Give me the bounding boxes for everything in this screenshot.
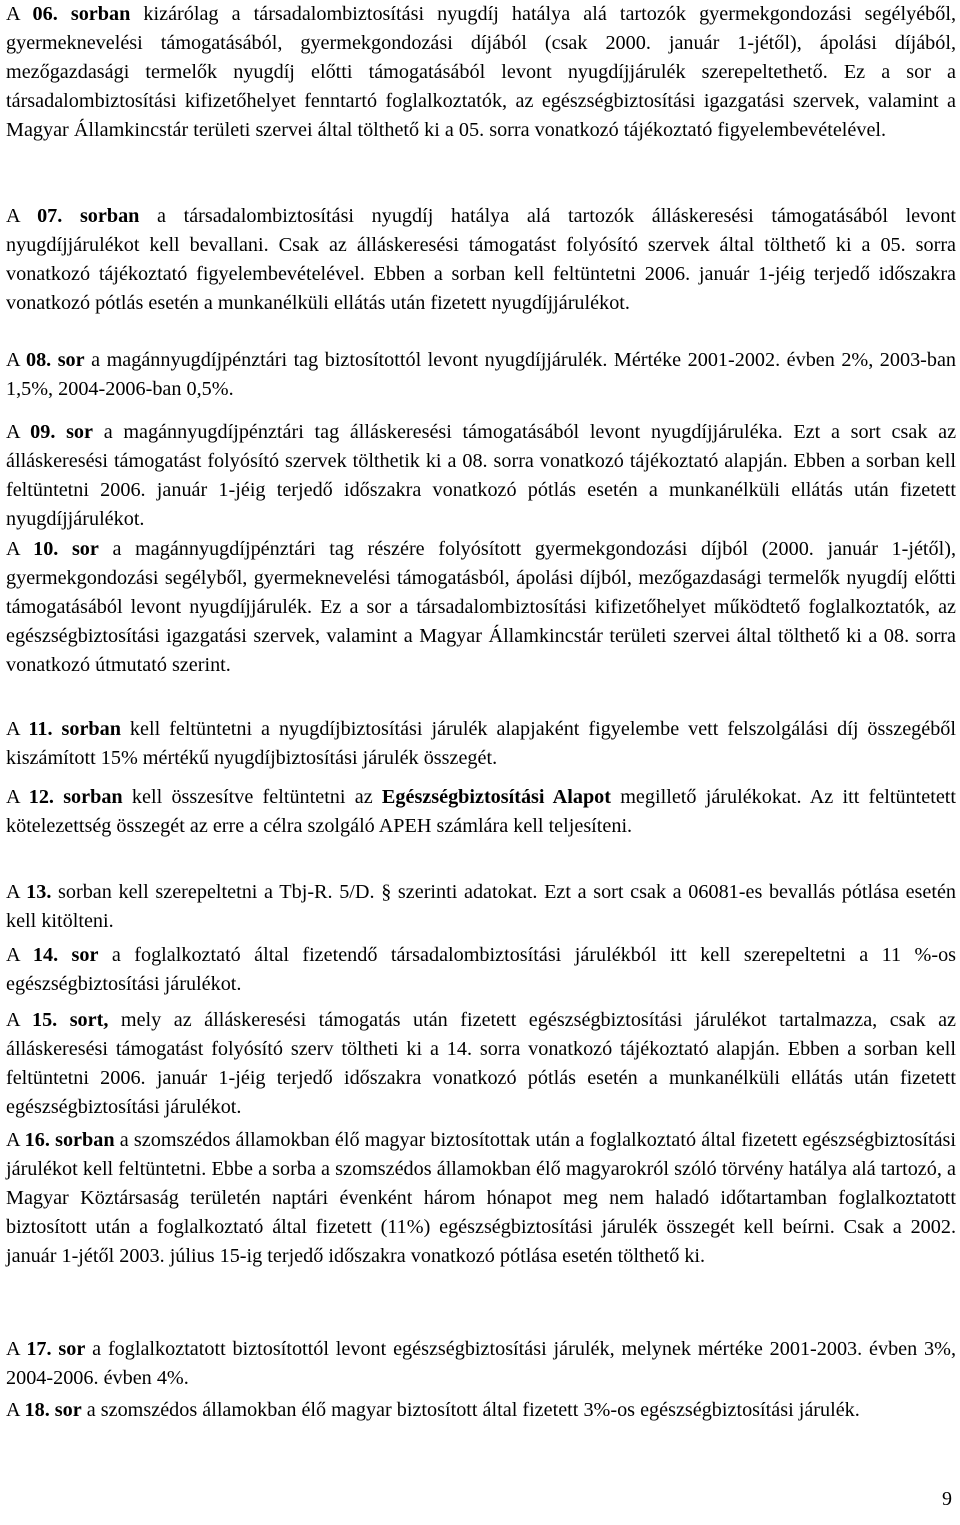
paragraph-text: a magánnyugdíjpénztári tag részére folyósított gyermekgondozási díjból (2000. január 1-jétől), gyermekgondozási segélyből, gyermeknevelési támogatásból, ápolási díjból, mezőgazdasági termelők nyugdíj előtti támogatásából levont nyugdíjjárulék. Ez a sor a társadalombiztosítási kifizetőhelyet működtető foglalkoztatók, az egészségbiztosítási igazgatási szervek, valamint a Magyar Államkincstár területi szervei által tölthető ki a 08. sorra vonatkozó útmutató szerint. bbox=[6, 538, 957, 676]
row-keyword: sor bbox=[71, 944, 99, 966]
row-number: 11. bbox=[28, 718, 53, 740]
paragraph-text: a magánnyugdíjpénztári tag biztosítottól levont nyugdíjjárulék. Mértéke 2001-2002. évben 2%, 2003-ban 1,5%, 2004-2006-ban 0,5%. bbox=[6, 349, 957, 400]
row-keyword: sorban bbox=[70, 3, 131, 25]
fund-name: Egészségbiztosítási Alapot bbox=[381, 786, 611, 808]
paragraph-18: A 18. sor a szomszédos államokban élő magyar biztosított által fizetett 3%-os egészségbiztosítási járulék. bbox=[6, 1399, 860, 1421]
paragraph-text: a foglalkoztató által fizetendő társadalombiztosítási járulékból itt kell szerepeltetni a 11 %-os egészségbiztosítási járulékot. bbox=[6, 944, 957, 995]
row-number: 14. bbox=[32, 944, 59, 966]
row-keyword: sorban bbox=[79, 205, 140, 227]
row-number: 07. bbox=[37, 205, 63, 227]
row-keyword: sorban bbox=[61, 718, 121, 740]
row-keyword: sor bbox=[66, 421, 93, 443]
paragraph-text: a szomszédos államokban élő magyar biztosítottak után a foglalkoztató által fizetett egészségbiztosítási járulékot kell feltüntetni. Ebbe a sorba a szomszédos államokban élő magyarokról szóló törvény hatálya alá tartozó, a Magyar Köztársaság területén naptári évenként három hónapot meg nem haladó időtartamban foglalkoztatott biztosított után a foglalkoztató által fizetett (11%) egészségbiztosítási járulék összegét kell beírni. Csak a 2002. január 1-jétől 2003. július 15-ig terjedő időszakra vonatkozó pótlása esetén tölthető ki. bbox=[6, 1129, 957, 1267]
paragraph-text: a társadalombiztosítási nyugdíj hatálya alá tartozók álláskeresési támogatásából levont nyugdíjjárulékot kell bevallani. Csak az álláskeresési támogatást folyósító szervek által tölthető ki a 05. sorra vonatkozó tájékoztató figyelembevételével. Ebben a sorban kell feltüntetni 2006. január 1-jéig terjedő időszakra vonatkozó pótlás esetén a munkanélküli ellátás után fizetett nyugdíjjárulékot. bbox=[6, 205, 957, 314]
paragraph-09: A 09. sor a magánnyugdíjpénztári tag álláskeresési támogatásából levont nyugdíjjáruléka. Ezt a sort csak az álláskeresési támogatást folyósító szervek tölthetik ki a 08. sorra vonatkozó tájékoztató alapján. Ebben a sorban kell feltüntetni 2006. január 1-jéig terjedő időszakra vonatkozó pótlás esetén a munkanélküli ellátás után fizetett nyugdíjjárulékot. bbox=[6, 421, 957, 530]
row-number: 06. bbox=[32, 3, 58, 25]
row-number: 15. bbox=[31, 1009, 58, 1031]
row-keyword: sort, bbox=[69, 1009, 109, 1031]
row-keyword: sorban bbox=[55, 1129, 115, 1151]
paragraph-17: A 17. sor a foglalkoztatott biztosítottól levont egészségbiztosítási járulék, melynek mértéke 2001-2003. évben 3%, 2004-2006. évben 4%. bbox=[6, 1338, 957, 1389]
paragraph-text: megillető járulékokat. Az itt feltüntetett kötelezettség összegét az erre a célra szolgáló APEH számlára kell teljesíteni. bbox=[6, 786, 957, 837]
paragraph-14: A 14. sor a foglalkoztató által fizetendő társadalombiztosítási járulékból itt kell szerepeltetni a 11 %-os egészségbiztosítási járulékot. bbox=[6, 944, 957, 995]
row-number: 18. bbox=[24, 1399, 50, 1421]
row-number: 17. bbox=[26, 1338, 52, 1360]
row-number: 16. bbox=[24, 1129, 50, 1151]
paragraph-text: mely az álláskeresési támogatás után fizetett egészségbiztosítási járulékot tartalmazza, csak az álláskeresési támogatást folyósító szerv töltheti ki a 14. sorra vonatkozó tájékoztató alapján. Ebben a sorban kell feltüntetni 2006. január 1-jéig terjedő időszakra vonatkozó pótlás esetén a munkanélküli ellátás után fizetett egészségbiztosítási járulékot. bbox=[6, 1009, 957, 1118]
row-number: 10. bbox=[33, 538, 59, 560]
paragraph-text: sorban kell szerepeltetni a Tbj-R. 5/D. § szerinti adatokat. Ezt a sort csak a 06081-es bevallás pótlása esetén kell kitölteni. bbox=[6, 881, 957, 932]
paragraph-text: a magánnyugdíjpénztári tag álláskeresési támogatásából levont nyugdíjjáruléka. Ezt a sort csak az álláskeresési támogatást folyósító szervek tölthetik ki a 08. sorra vonatkozó tájékoztató alapján. Ebben a sorban kell feltüntetni 2006. január 1-jéig terjedő időszakra vonatkozó pótlás esetén a munkanélküli ellátás után fizetett nyugdíjjárulékot. bbox=[6, 421, 957, 530]
row-number: 12. bbox=[28, 786, 54, 808]
paragraph-08: A 08. sor a magánnyugdíjpénztári tag biztosítottól levont nyugdíjjárulék. Mértéke 2001-2002. évben 2%, 2003-ban 1,5%, 2004-2006-ban 0,5%. bbox=[6, 349, 957, 400]
row-keyword: sor bbox=[71, 538, 99, 560]
paragraph-15: A 15. sort, mely az álláskeresési támogatás után fizetett egészségbiztosítási járulékot tartalmazza, csak az álláskeresési támogatást folyósító szerv töltheti ki a 14. sorra vonatkozó tájékoztató alapján. Ebben a sorban kell feltüntetni 2006. január 1-jéig terjedő időszakra vonatkozó pótlás esetén a munkanélküli ellátás után fizetett egészségbiztosítási járulékot. bbox=[6, 1009, 957, 1118]
paragraph-06: A 06. sorban kizárólag a társadalombiztosítási nyugdíj hatálya alá tartozók gyermekgondozási segélyéből, gyermeknevelési támogatásából, gyermekgondozási díjából (csak 2000. január 1-jétől), ápolási díjából, mezőgazdasági termelők nyugdíj előtti támogatásából levont nyugdíjjárulék szerepeltethető. Ez a sor a társadalombiztosítási kifizetőhelyet fenntartó foglalkoztatók, az egészségbiztosítási igazgatási szervek, valamint a Magyar Államkincstár területi szervei által tölthető ki a 05. sorra vonatkozó tájékoztató figyelembevételével. bbox=[6, 3, 957, 141]
paragraph-13: A 13. sorban kell szerepeltetni a Tbj-R. 5/D. § szerinti adatokat. Ezt a sort csak a 06081-es bevallás pótlása esetén kell kitölteni. bbox=[6, 881, 957, 932]
paragraph-10: A 10. sor a magánnyugdíjpénztári tag részére folyósított gyermekgondozási díjból (2000. január 1-jétől), gyermekgondozási segélyből, gyermeknevelési támogatásból, ápolási díjból, mezőgazdasági termelők nyugdíj előtti támogatásából levont nyugdíjjárulék. Ez a sor a társadalombiztosítási kifizetőhelyet működtető foglalkoztatók, az egészségbiztosítási igazgatási szervek, valamint a Magyar Államkincstár területi szervei által tölthető ki a 08. sorra vonatkozó útmutató szerint. bbox=[6, 538, 957, 676]
row-number: 09. bbox=[30, 421, 56, 443]
paragraph-text: kell feltüntetni a nyugdíjbiztosítási járulék alapjaként figyelembe vett felszolgálási díj összegéből kiszámított 15% mértékű nyugdíjbiztosítási járulék összegét. bbox=[6, 718, 957, 769]
paragraph-text-lead: kell összesítve feltüntetni az bbox=[131, 786, 382, 808]
paragraph-text: kizárólag a társadalombiztosítási nyugdíj hatálya alá tartozók gyermekgondozási segélyéből, gyermeknevelési támogatásából, gyermekgondozási díjából (csak 2000. január 1-jétől), ápolási díjából, mezőgazdasági termelők nyugdíj előtti támogatásából levont nyugdíjjárulék szerepeltethető. Ez a sor a társadalombiztosítási kifizetőhelyet fenntartó foglalkoztatók, az egészségbiztosítási igazgatási szervek, valamint a Magyar Államkincstár területi szervei által tölthető ki a 05. sorra vonatkozó tájékoztató figyelembevételével. bbox=[6, 3, 957, 141]
paragraph-12: A 12. sorban kell összesítve feltüntetni az Egészségbiztosítási Alapot megillető járulékokat. Az itt feltüntetett kötelezettség összegét az erre a célra szolgáló APEH számlára kell teljesíteni. bbox=[6, 786, 957, 837]
page-number: 9 bbox=[942, 1488, 952, 1510]
row-number: 08. bbox=[25, 349, 52, 371]
row-keyword: sor bbox=[58, 1338, 86, 1360]
paragraph-16: A 16. sorban a szomszédos államokban élő magyar biztosítottak után a foglalkoztató által fizetett egészségbiztosítási járulékot kell feltüntetni. Ebbe a sorba a szomszédos államokban élő magyarokról szóló törvény hatálya alá tartozó, a Magyar Köztársaság területén naptári évenként három hónapot meg nem haladó időtartamban foglalkoztatott biztosított után a foglalkoztató által fizetett (11%) egészségbiztosítási járulék összegét kell beírni. Csak a 2002. január 1-jétől 2003. július 15-ig terjedő időszakra vonatkozó pótlása esetén tölthető ki. bbox=[6, 1129, 957, 1267]
paragraph-11: A 11. sorban kell feltüntetni a nyugdíjbiztosítási járulék alapjaként figyelembe vett felszolgálási díj összegéből kiszámított 15% mértékű nyugdíjbiztosítási járulék összegét. bbox=[6, 718, 957, 769]
row-number: 13. bbox=[26, 881, 52, 903]
paragraph-text: a szomszédos államokban élő magyar biztosított által fizetett 3%-os egészségbiztosítási járulék. bbox=[86, 1399, 860, 1421]
row-keyword: sorban bbox=[63, 786, 123, 808]
row-keyword: sor bbox=[57, 349, 85, 371]
row-keyword: sor bbox=[54, 1399, 82, 1421]
paragraph-07: A 07. sorban a társadalombiztosítási nyugdíj hatálya alá tartozók álláskeresési támogatásából levont nyugdíjjárulékot kell bevallani. Csak az álláskeresési támogatást folyósító szervek által tölthető ki a 05. sorra vonatkozó tájékoztató figyelembevételével. Ebben a sorban kell feltüntetni 2006. január 1-jéig terjedő időszakra vonatkozó pótlás esetén a munkanélküli ellátás után fizetett nyugdíjjárulékot. bbox=[6, 205, 957, 314]
paragraph-text: a foglalkoztatott biztosítottól levont egészségbiztosítási járulék, melynek mértéke 2001-2003. évben 3%, 2004-2006. évben 4%. bbox=[6, 1338, 957, 1389]
